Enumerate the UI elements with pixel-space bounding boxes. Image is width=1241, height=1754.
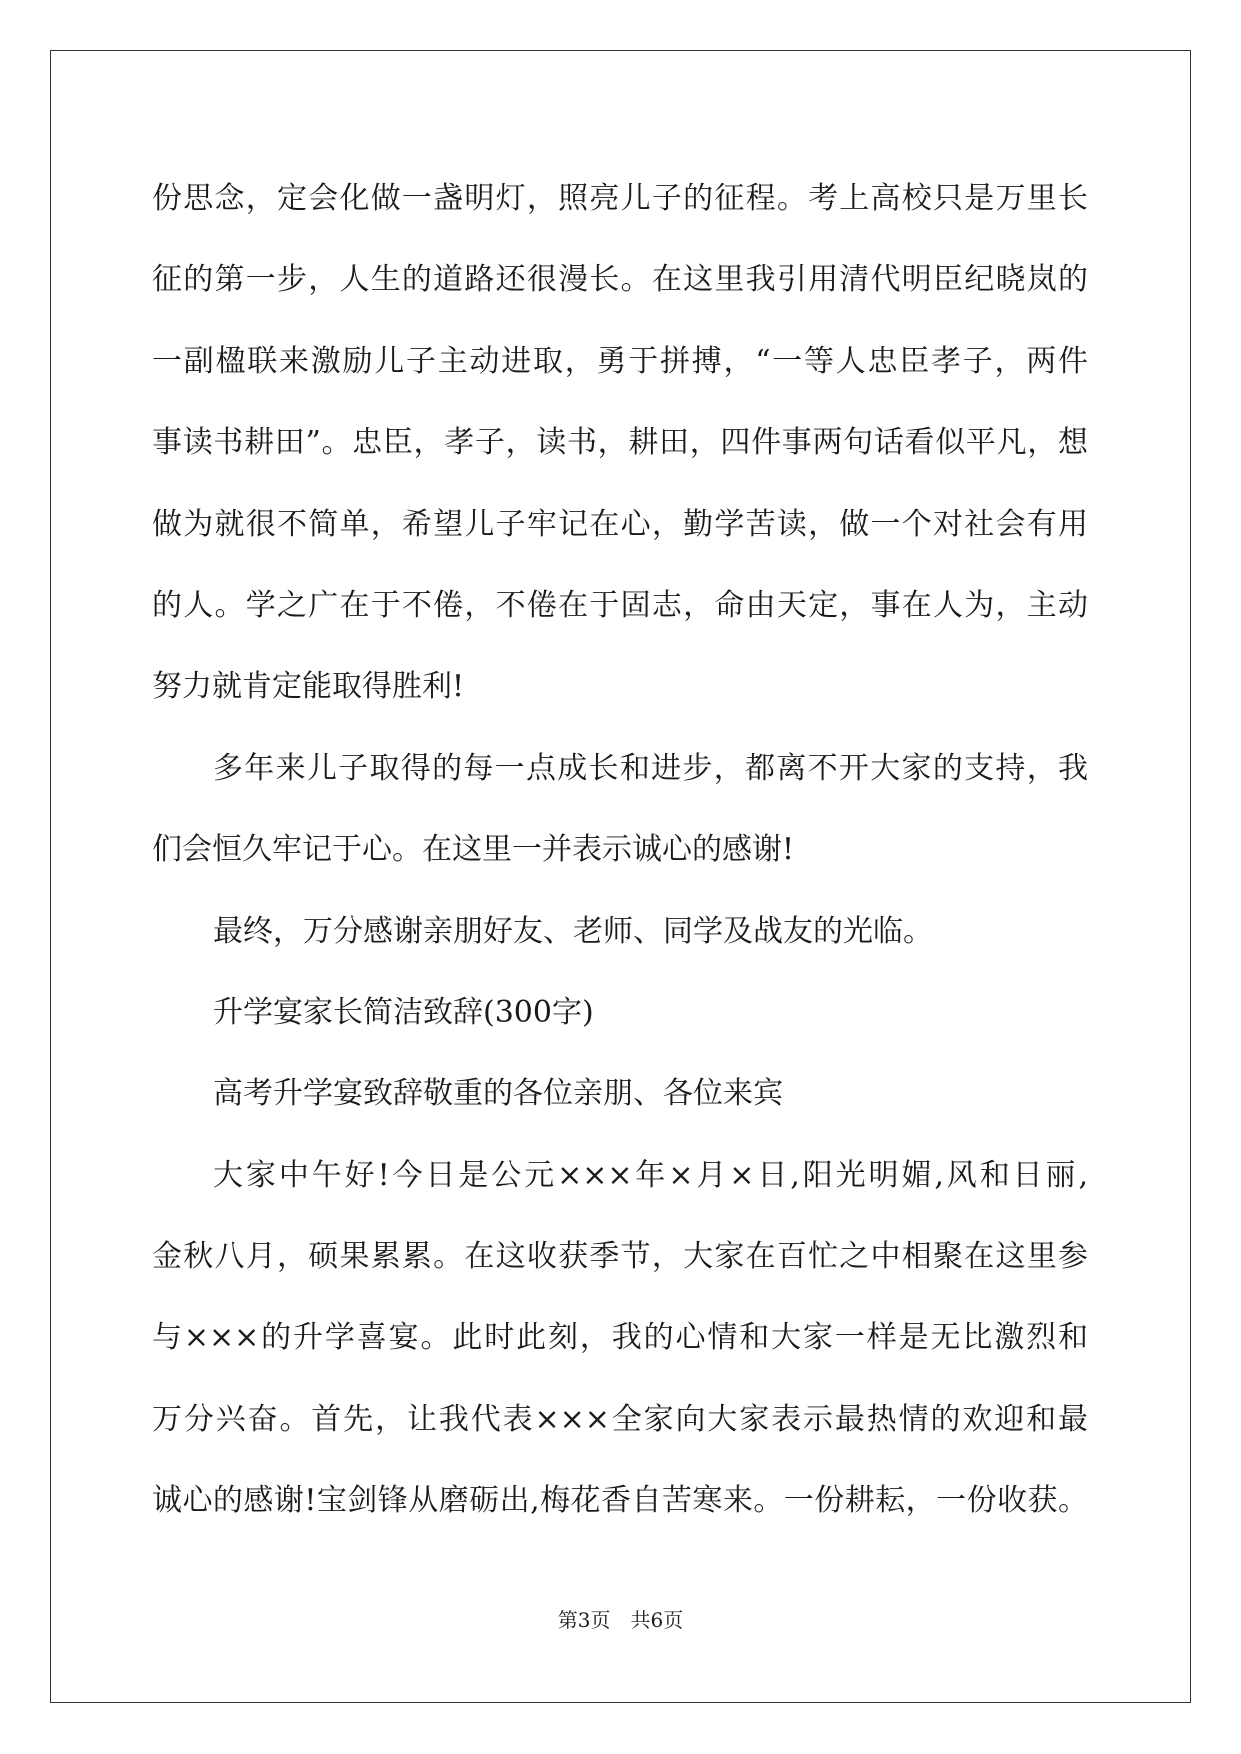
text-line-15: 与×××的升学喜宴。此时此刻，我的心情和大家一样是无比激烈和 (152, 1320, 1088, 1356)
text-line-9: 们会恒久牢记于心。在这里一并表示诚心的感谢! (152, 832, 795, 868)
text-line-16: 万分兴奋。首先，让我代表×××全家向大家表示最热情的欢迎和最 (152, 1401, 1088, 1437)
text-line-7: 努力就肯定能取得胜利! (152, 669, 465, 705)
text-line-4: 事读书耕田”。忠臣，孝子，读书，耕田，四件事两句话看似平凡，想 (152, 425, 1088, 461)
text-line-10: 最终，万分感谢亲朋好友、老师、同学及战友的光临。 (213, 913, 933, 949)
text-line-13: 大家中午好!今日是公元×××年×月×日,阳光明媚,风和日丽, (213, 1157, 1088, 1193)
document-body (152, 158, 1088, 1542)
text-line-6: 的人。学之广在于不倦，不倦在于固志，命由天定，事在人为，主动 (152, 587, 1088, 623)
text-line-12: 高考升学宴致辞敬重的各位亲朋、各位来宾 (213, 1076, 783, 1112)
text-line-5: 做为就很不简单，希望儿子牢记在心，勤学苦读，做一个对社会有用 (152, 506, 1088, 542)
text-line-8: 多年来儿子取得的每一点成长和进步，都离不开大家的支持，我 (213, 750, 1088, 786)
text-line-3: 一副楹联来激励儿子主动进取，勇于拼搏，“一等人忠臣孝子，两件 (152, 343, 1088, 379)
text-line-1: 份思念，定会化做一盏明灯，照亮儿子的征程。考上高校只是万里长 (152, 181, 1088, 216)
page-number: 第3页 (557, 1608, 611, 1632)
section-heading: 升学宴家长简洁致辞(300字) (213, 994, 594, 1030)
page-total: 共6页 (630, 1608, 684, 1632)
text-line-14: 金秋八月，硕果累累。在这收获季节，大家在百忙之中相聚在这里参 (152, 1239, 1088, 1275)
text-line-2: 征的第一步，人生的道路还很漫长。在这里我引用清代明臣纪晓岚的 (152, 262, 1088, 298)
text-line-17: 诚心的感谢!宝剑锋从磨砺出,梅花香自苦寒来。一份耕耘，一份收获。 (152, 1483, 1088, 1519)
page-footer (0, 1608, 1241, 1632)
